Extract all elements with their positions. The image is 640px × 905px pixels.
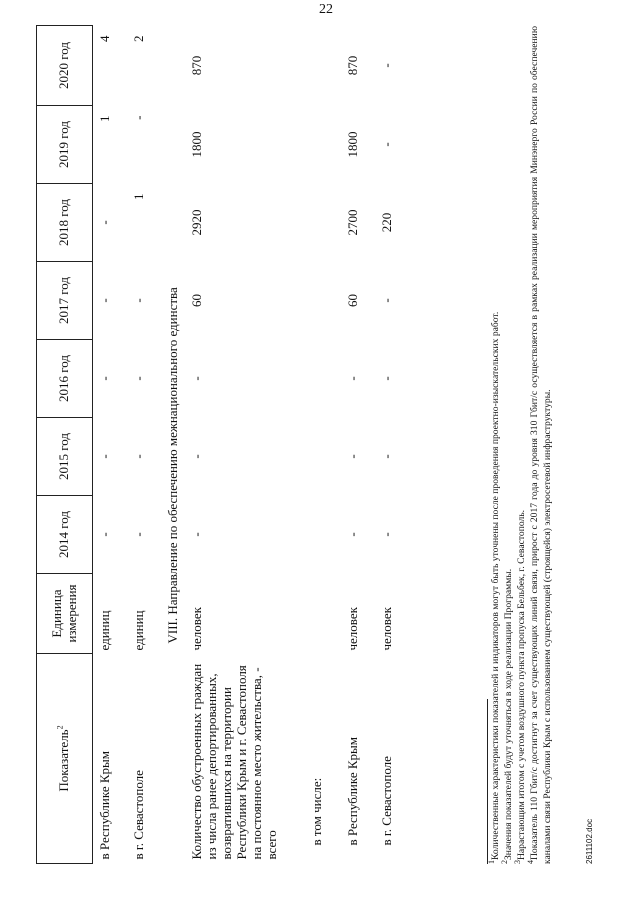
cell-value: - — [130, 376, 146, 381]
subheading: в том числе: — [309, 777, 325, 846]
footnotes — [486, 26, 554, 864]
row-label: в Республике Крым — [345, 737, 361, 846]
header-year: 2018 год — [37, 184, 93, 262]
header-unit: Единица измерения — [37, 574, 93, 654]
cell-value: 870 — [345, 55, 361, 76]
cell-value: - — [189, 376, 205, 381]
header-indicator: Показатель$^2$ — [37, 654, 93, 864]
cell-value: - — [97, 220, 112, 225]
cell-value: 1 — [97, 115, 112, 122]
row-label: в г. Севастополе — [379, 756, 395, 846]
cell-value: 870 — [189, 55, 205, 76]
page-number: 22 — [319, 2, 333, 17]
footnote: $^2$Значения показателей будут уточняться в ходе реализации Программы. — [499, 568, 514, 864]
row-label: в г. Севастополе — [130, 770, 146, 860]
table-row — [341, 26, 375, 864]
row-unit: человек — [345, 607, 361, 651]
rotated-page — [0, 13, 640, 888]
cell-value: 1800 — [189, 131, 205, 158]
cell-value: 220 — [379, 212, 395, 233]
row-unit: единиц — [130, 610, 146, 651]
cell-value: - — [345, 454, 361, 459]
cell-value: - — [189, 454, 205, 459]
section-title: VIII. Направление по обеспечению межнационального единства — [164, 287, 180, 644]
header-year: 2014 год — [37, 496, 93, 574]
cell-value: - — [130, 532, 146, 537]
cell-value: - — [379, 63, 395, 68]
cell-value: 2920 — [189, 209, 205, 236]
table-row — [185, 26, 305, 864]
cell-value: 1 — [130, 193, 146, 200]
header-year: 2017 год — [37, 262, 93, 340]
table-row — [127, 26, 161, 864]
cell-value: - — [345, 532, 361, 537]
document-code: 2611102.doc — [585, 818, 594, 864]
footnote: $^3$Нарастающим итогом с учетом воздушного пункта пропуска Бельбек, г. Севастополь. — [512, 509, 527, 864]
footnote: $^1$Количественные характеристики показателей и индикаторов могут быть уточнены после проведения проектно-изыскательских работ. — [486, 311, 501, 864]
row-unit: человек — [189, 607, 205, 651]
cell-value: - — [345, 376, 361, 381]
subheading-row — [305, 26, 341, 864]
row-unit: единиц — [97, 610, 112, 651]
indicators-table — [36, 25, 409, 864]
table-row — [93, 26, 127, 864]
footnote-divider — [487, 699, 488, 864]
cell-value: - — [379, 142, 395, 147]
footnote: $^4$Показатель 110 Гбит/с достигнут за счет существующих линий связи, прирост с 2017 года до уровня 310 Гбит/с осуществляется в рамках реализации мероприятия Минэнерго России по обеспечению каналами связи Республики Крым с использованием существующей (строящейся) электросетевой инфраструктуры. — [525, 26, 553, 864]
table-header-row — [37, 26, 93, 864]
cell-value: 60 — [189, 294, 205, 307]
cell-value: - — [379, 532, 395, 537]
cell-value: 2700 — [345, 209, 361, 236]
header-year: 2015 год — [37, 418, 93, 496]
header-year: 2016 год — [37, 340, 93, 418]
cell-value: - — [379, 298, 395, 303]
cell-value: 4 — [97, 35, 112, 42]
cell-value: - — [97, 532, 112, 537]
cell-value: - — [130, 115, 146, 120]
section-heading-row — [161, 26, 186, 864]
cell-value: - — [97, 298, 112, 303]
row-label: Количество обустроенных граждан из числа ранее депортированных, возвратившихся на территории Республики Крым и г. Севастополя на постоянное место жительства, - всего — [189, 663, 280, 860]
cell-value: - — [130, 298, 146, 303]
cell-value: - — [189, 532, 205, 537]
header-year: 2020 год — [37, 26, 93, 106]
cell-value: 1800 — [345, 131, 361, 158]
row-unit: человек — [379, 607, 395, 651]
cell-value: - — [97, 376, 112, 381]
row-label: в Республике Крым — [97, 751, 112, 860]
cell-value: - — [130, 454, 146, 459]
table-row — [375, 26, 409, 864]
cell-value: 60 — [345, 294, 361, 307]
header-year: 2019 год — [37, 106, 93, 184]
cell-value: 2 — [130, 35, 146, 42]
cell-value: - — [379, 376, 395, 381]
cell-value: - — [97, 454, 112, 459]
cell-value: - — [379, 454, 395, 459]
